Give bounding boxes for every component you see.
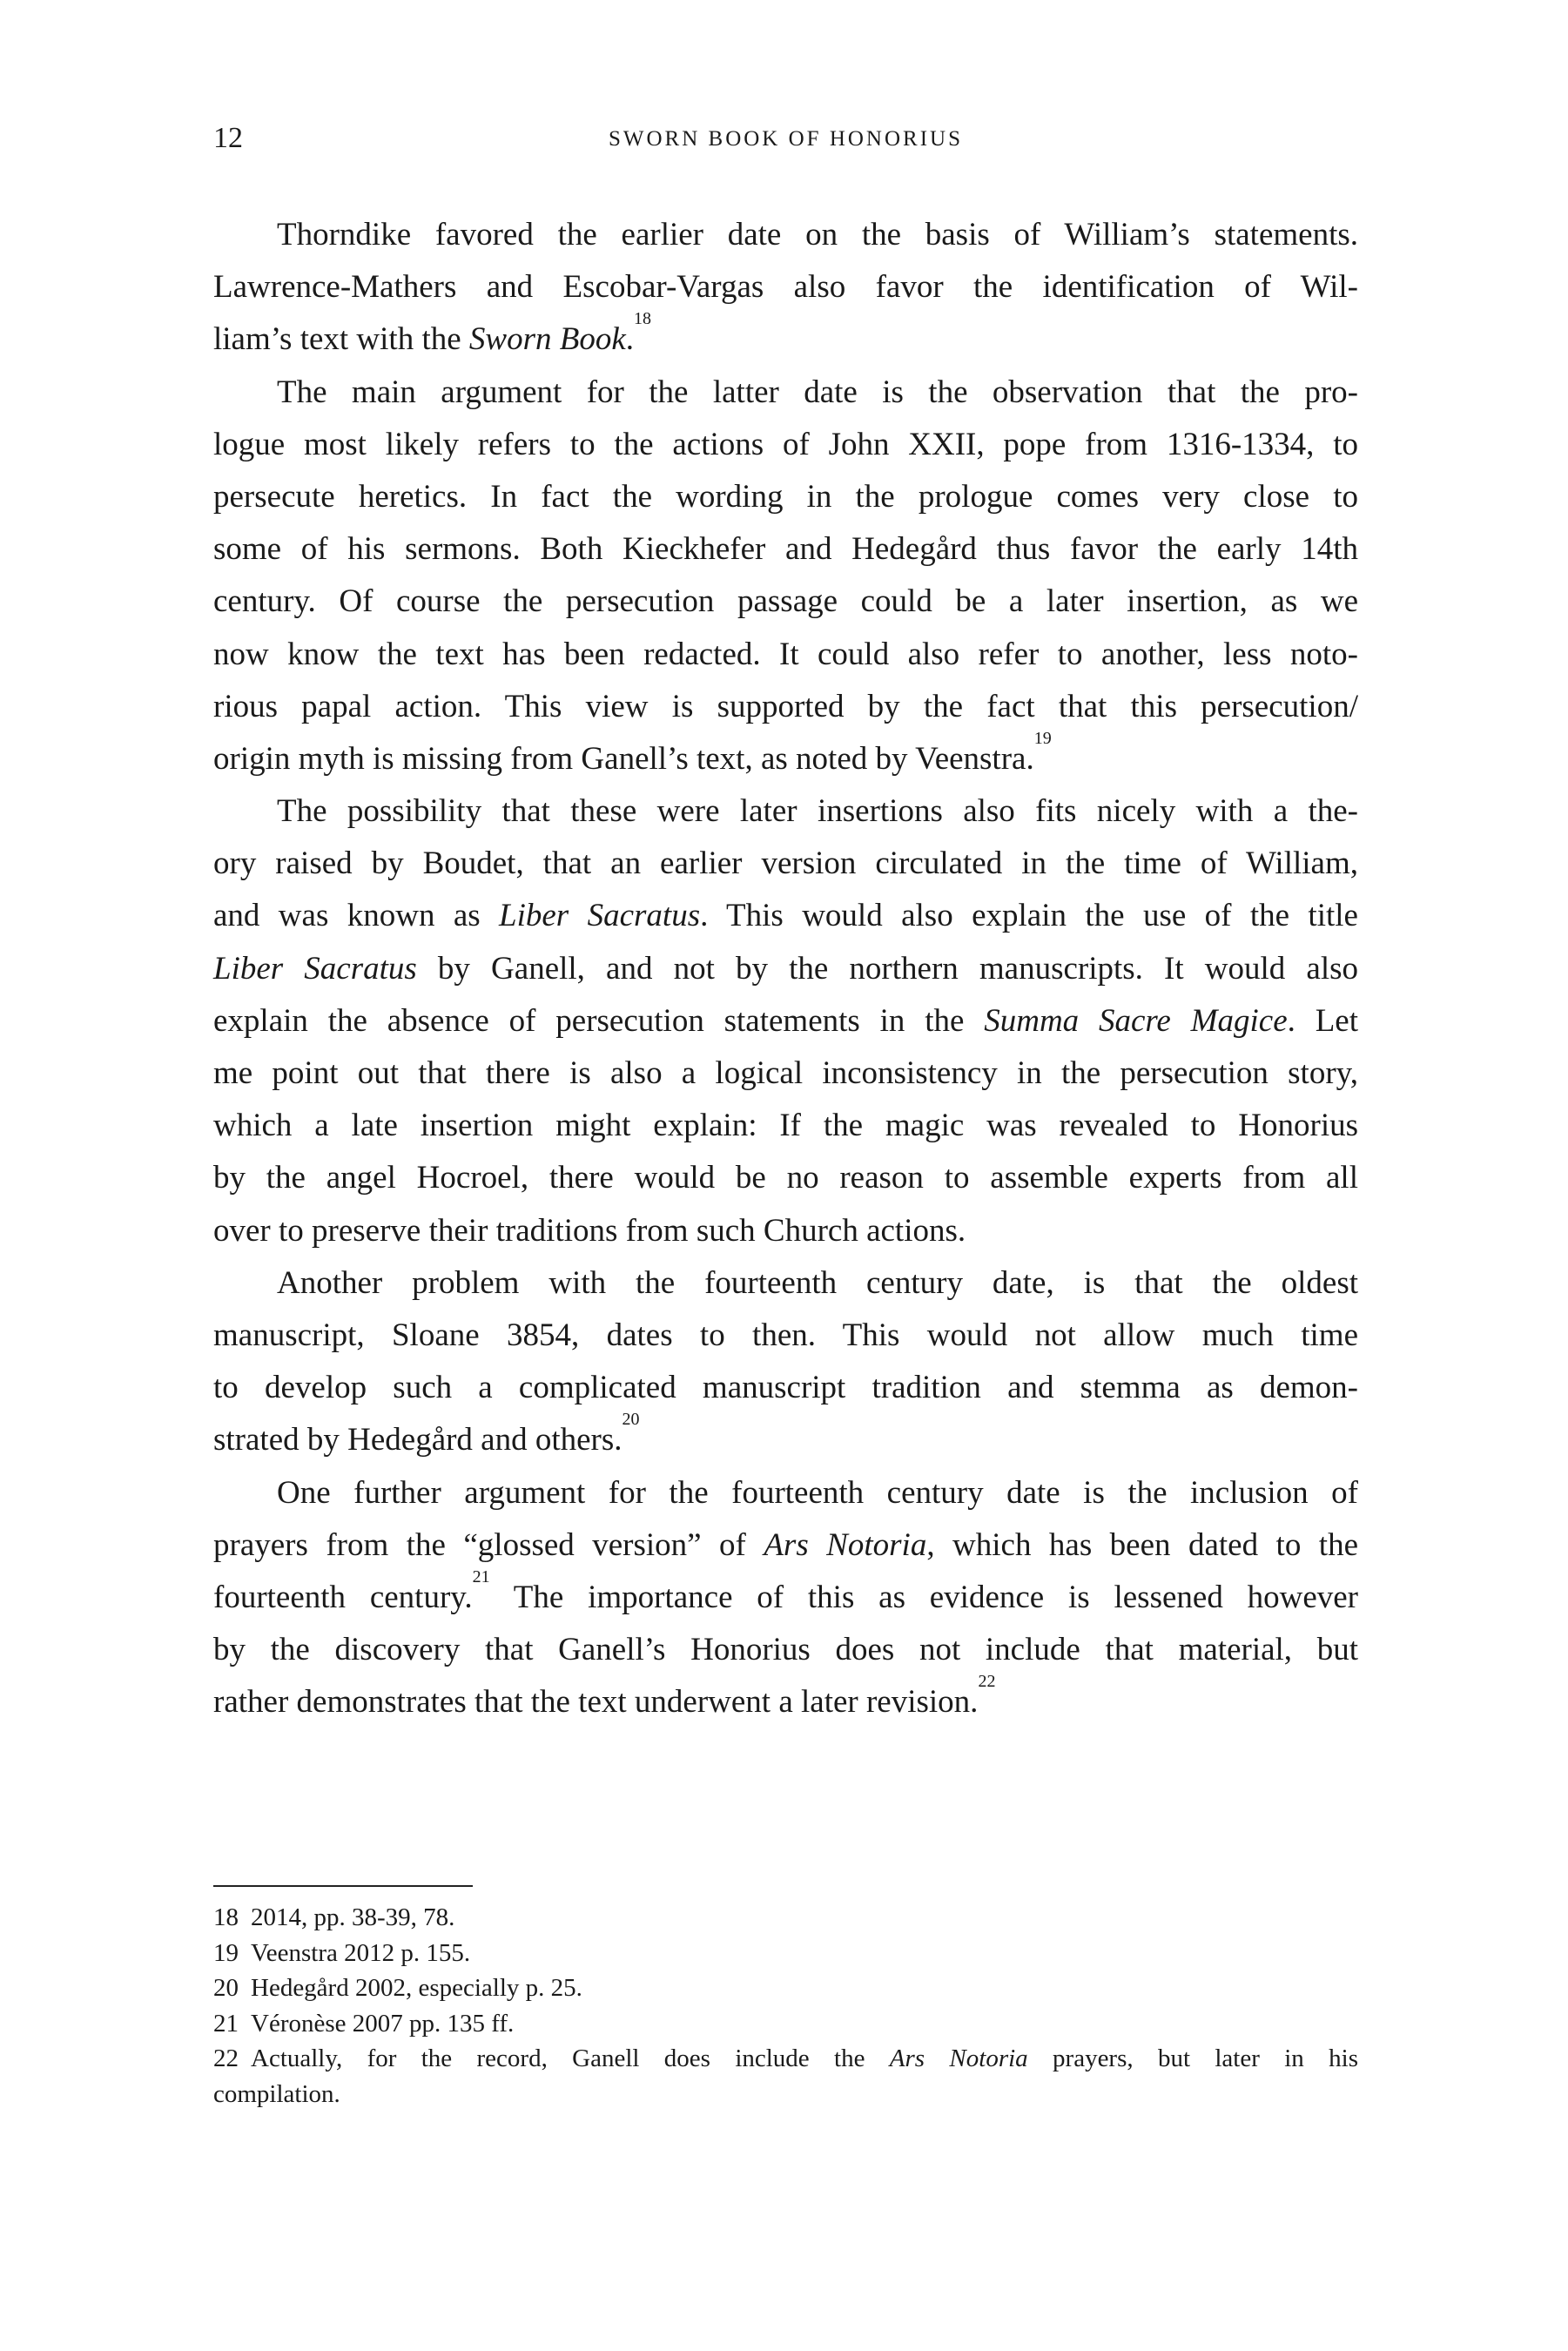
text-line: fourteenth century.$^{21}$ The importance of this as evidence is lessened however (213, 1566, 1359, 1615)
paragraph (213, 1467, 1358, 1729)
paragraph (213, 785, 1358, 1257)
text-line: liam’s text with the Sworn Book.$^{18}$ (213, 309, 652, 358)
text-line: origin myth is missing from Ganell’s text, as noted by Veenstra.$^{19}$ (213, 728, 1052, 777)
footnote-ref[interactable]: 20 (622, 1410, 640, 1430)
footnote-line: 20 Hedegård 2002, especially p. 25. (213, 1970, 1358, 2006)
text-line: Lawrence-Mathers and Escobar-Vargas also favor the identification of Wil- (213, 269, 1358, 306)
footnote (213, 2006, 1358, 2042)
text-line: to develop such a complicated manuscript tradition and stemma as demon- (213, 1370, 1358, 1406)
text-line: now know the text has been redacted. It could also refer to another, less noto- (213, 636, 1358, 672)
text-line: Thorndike favored the earlier date on the basis of William’s statements. (277, 217, 1358, 253)
footnote-ref[interactable]: 18 (634, 309, 652, 329)
text-line: prayers from the “glossed version” of Ars Notoria, which has been dated to the (213, 1526, 1358, 1563)
text-line: Liber Sacratus by Ganell, and not by the northern manuscripts. It would also (213, 950, 1358, 987)
text-line: rious papal action. This view is supported by the fact that this persecution/ (213, 688, 1358, 724)
text-line: strated by Hedegård and others.$^{20}$ (213, 1410, 640, 1458)
running-header (213, 122, 1358, 165)
text-line: some of his sermons. Both Kieckhefer and Hedegård thus favor the early 14th (213, 531, 1358, 568)
footnote (213, 1936, 1358, 1971)
text-line: logue most likely refers to the actions of John XXII, pope from 1316-1334, to (213, 426, 1358, 462)
footnote-ref[interactable]: 19 (1033, 728, 1052, 748)
footnote-line: 18 2014, pp. 38-39, 78. (213, 1900, 1358, 1936)
footnote-number: 21 (213, 2009, 239, 2038)
text-line: manuscript, Sloane 3854, dates to then. This would not allow much time (213, 1317, 1358, 1353)
text-line: by the discovery that Ganell’s Honorius does not include that material, but (213, 1632, 1358, 1668)
text-line: One further argument for the fourteenth century date is the inclusion of (277, 1474, 1358, 1511)
text-line: by the angel Hocroel, there would be no reason to assemble experts from all (213, 1160, 1358, 1196)
paragraph (213, 209, 1358, 367)
footnote-line: 22 Actually, for the record, Ganell does include the Ars Notoria prayers, but later in his (213, 2041, 1358, 2077)
text-line: which a late insertion might explain: If the magic was revealed to Honorius (213, 1108, 1358, 1144)
paragraph (213, 1257, 1358, 1467)
footnote-number: 18 (213, 1903, 239, 1931)
text-line: explain the absence of persecution statements in the Summa Sacre Magice. Let (213, 1002, 1358, 1039)
footnote-line: 21 Véronèse 2007 pp. 135 ff. (213, 2006, 1358, 2042)
text-line: century. Of course the persecution passage could be a later insertion, as we (213, 583, 1358, 620)
italic-title: Ars Notoria (764, 1526, 927, 1563)
text-line: me point out that there is also a logical inconsistency in the persecution story, (213, 1055, 1358, 1091)
paragraph (213, 367, 1358, 786)
footnote (213, 1970, 1358, 2006)
footnote-ref[interactable]: 21 (472, 1566, 490, 1586)
footnote-number: 19 (213, 1938, 239, 1967)
text-line: rather demonstrates that the text underwent a later revision.$^{22}$ (213, 1672, 996, 1721)
running-title: SWORN BOOK OF HONORIUS (608, 127, 963, 151)
text-line: The main argument for the latter date is the observation that the pro- (277, 374, 1358, 410)
footnote (213, 1900, 1358, 1936)
footnote-line: 19 Veenstra 2012 p. 155. (213, 1936, 1358, 1971)
footnote-line: compilation. (213, 2079, 340, 2108)
footnote-ref[interactable]: 22 (978, 1672, 996, 1692)
footnote (213, 2041, 1358, 2112)
italic-title: Summa Sacre Magice (984, 1002, 1288, 1039)
text-line: persecute heretics. In fact the wording in the prologue comes very close to (213, 478, 1358, 515)
footnote-rule (213, 1885, 473, 1887)
body-text (213, 209, 1358, 1728)
italic-title: Ars Notoria (889, 2044, 1028, 2072)
italic-title: Liber Sacratus (213, 950, 417, 987)
italic-title: Liber Sacratus (499, 898, 701, 934)
text-line: The possibility that these were later insertions also fits nicely with a the- (277, 793, 1358, 830)
footnotes (213, 1900, 1358, 2112)
text-line: and was known as Liber Sacratus. This would also explain the use of the title (213, 898, 1358, 934)
footnote-number: 22 (213, 2044, 239, 2072)
page-number: 12 (213, 122, 243, 154)
italic-title: Sworn Book (468, 321, 626, 358)
footnote-number: 20 (213, 1974, 239, 2002)
text-line: over to preserve their traditions from such Church actions. (213, 1212, 966, 1249)
text-line: ory raised by Boudet, that an earlier version circulated in the time of William, (213, 845, 1358, 882)
text-line: Another problem with the fourteenth century date, is that the oldest (277, 1264, 1358, 1301)
